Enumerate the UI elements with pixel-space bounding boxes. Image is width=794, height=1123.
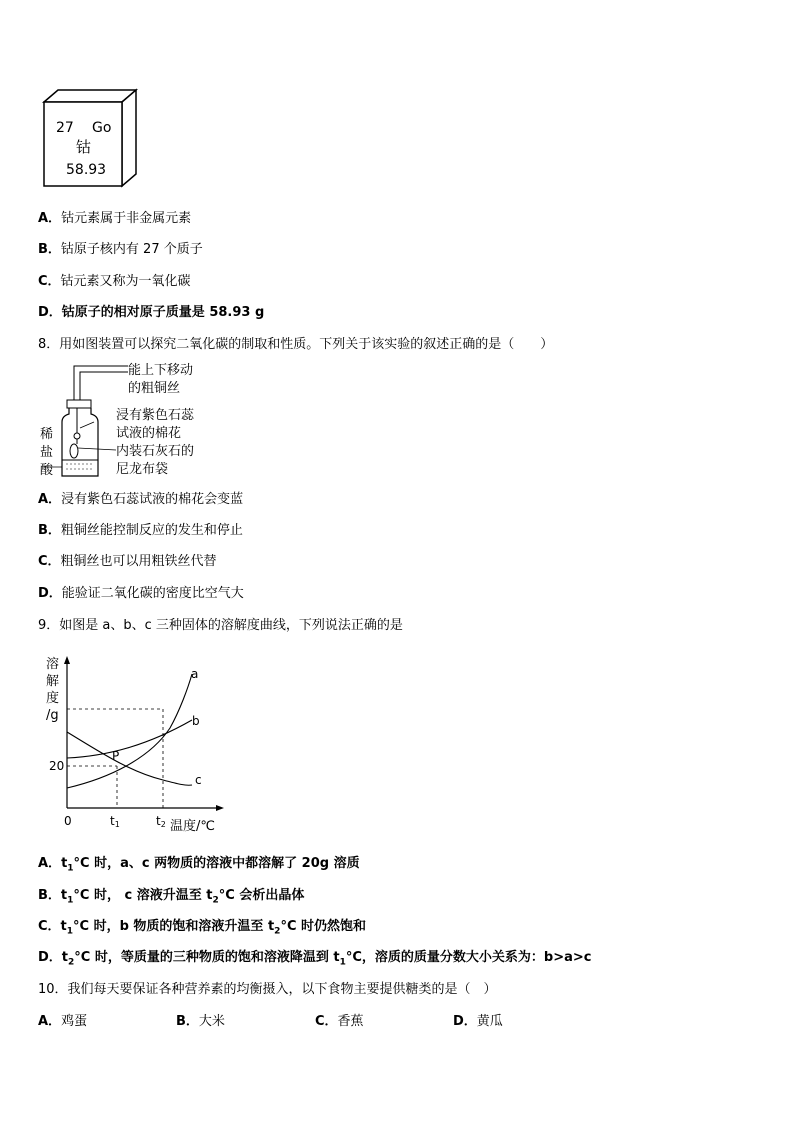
option-text: 浸有紫色石蕊试液的棉花会变蓝 [61,492,244,507]
option-text: $t_1^\circ C$ 时，a、c 两物质的溶液中都溶解了 20g 溶质 [61,856,360,874]
option-text: 钴元素属于非金属元素 [61,211,192,226]
option-label: D． [38,305,62,320]
ylabel-char-1: 溶 [46,657,60,672]
q7-option-b[interactable] [38,238,203,257]
ylabel-char-3: 度 [46,691,60,706]
element-atomic-mass: 58.93 [66,162,107,178]
x-tick-t2: t2 [156,814,166,829]
y-tick-20: 20 [49,759,65,773]
curve-a [67,674,192,788]
option-label: A． [38,1014,62,1029]
x-tick-t1: t1 [110,814,120,829]
option-label: C． [38,274,61,289]
label-acid-1: 稀 [40,427,54,442]
solubility-graph [40,648,230,838]
option-label: D． [38,950,62,965]
curve-c [67,732,192,785]
point-p-label: P [112,749,120,763]
option-label: B． [176,1014,199,1029]
element-symbol: Go [92,120,112,136]
q10-option-d[interactable] [453,1010,503,1029]
q8-option-a[interactable] [38,488,243,507]
option-label: B． [38,242,61,257]
option-text: $t_2^\circ C$ 时，等质量的三种物质的饱和溶液降温到 $t_1^\circ C$，溶质的质量分数大小关系为：b>a>c [61,950,592,968]
q7-option-c[interactable] [38,270,191,289]
option-label: C． [38,554,61,569]
option-text: 钴原子核内有 27 个质子 [60,242,203,257]
q8-option-c[interactable] [38,550,217,569]
element-card [40,88,144,190]
label-acid-3: 酸 [40,463,54,478]
label-bag-1: 内装石灰石的 [116,444,195,459]
q10-stem: 10．我们每天要保证各种营养素的均衡摄入，以下食物主要提供糖类的是（ ） [38,982,497,997]
option-text: 粗铜丝也可以用粗铁丝代替 [60,554,217,569]
option-text: 黄瓜 [476,1014,503,1029]
q9-option-d[interactable] [38,946,591,968]
option-text: 钴元素又称为一氧化碳 [60,274,191,289]
curve-a-label: a [191,667,199,681]
label-bag-2: 尼龙布袋 [116,462,169,477]
q8-option-d[interactable] [38,582,244,601]
co2-apparatus-figure [36,360,216,482]
option-label: C． [38,919,61,934]
option-text: 大米 [198,1014,225,1029]
q9-option-a[interactable] [38,852,360,874]
option-label: B． [38,523,61,538]
q10-option-c[interactable] [315,1010,364,1029]
q10-option-b[interactable] [176,1010,225,1029]
option-text: $t_1^\circ C$ 时， c 溶液升温至 $t_2^\circ C$ 会析出晶体 [60,888,305,906]
label-cotton-1: 浸有紫色石蕊 [116,408,195,423]
q10-option-a[interactable] [38,1010,87,1029]
option-label: A． [38,492,62,507]
label-copper-wire-1: 能上下移动 [128,363,194,378]
ylabel-char-2: 解 [46,674,60,689]
option-text: 香蕉 [337,1014,364,1029]
q8-stem: 8．用如图装置可以探究二氧化碳的制取和性质。下列关于该实验的叙述正确的是（ ） [38,337,554,352]
option-text: 鸡蛋 [61,1014,88,1029]
curve-b [67,720,192,758]
option-label: B． [38,888,61,903]
element-atomic-number: 27 [56,120,74,136]
ylabel-char-4: /g [46,708,59,723]
q9-stem: 9．如图是 a、b、c 三种固体的溶解度曲线，下列说法正确的是 [38,618,403,633]
option-label: A． [38,211,62,226]
q9-option-b[interactable] [38,884,304,906]
label-acid-2: 盐 [40,445,54,460]
curve-b-label: b [192,714,200,728]
origin-label: 0 [64,814,72,828]
element-name: 钴 [76,138,92,156]
option-label: C． [315,1014,338,1029]
option-label: A． [38,856,62,871]
x-axis-label: 温度/℃ [170,819,215,834]
q8-option-b[interactable] [38,519,243,538]
curve-c-label: c [195,773,202,787]
q7-option-d[interactable] [38,301,264,320]
label-copper-wire-2: 的粗铜丝 [128,381,181,396]
option-label: D． [453,1014,477,1029]
q7-option-a[interactable] [38,207,191,226]
q9-option-c[interactable] [38,915,366,937]
option-text: 能验证二氧化碳的密度比空气大 [61,586,244,601]
option-text: 钴原子的相对原子质量是 58.93 g [61,305,265,320]
label-cotton-2: 试液的棉花 [116,426,182,441]
option-label: D． [38,586,62,601]
option-text: $t_1^\circ C$ 时，b 物质的饱和溶液升温至 $t_2^\circ C$ 时仍然饱和 [60,919,367,937]
option-text: 粗铜丝能控制反应的发生和停止 [60,523,243,538]
